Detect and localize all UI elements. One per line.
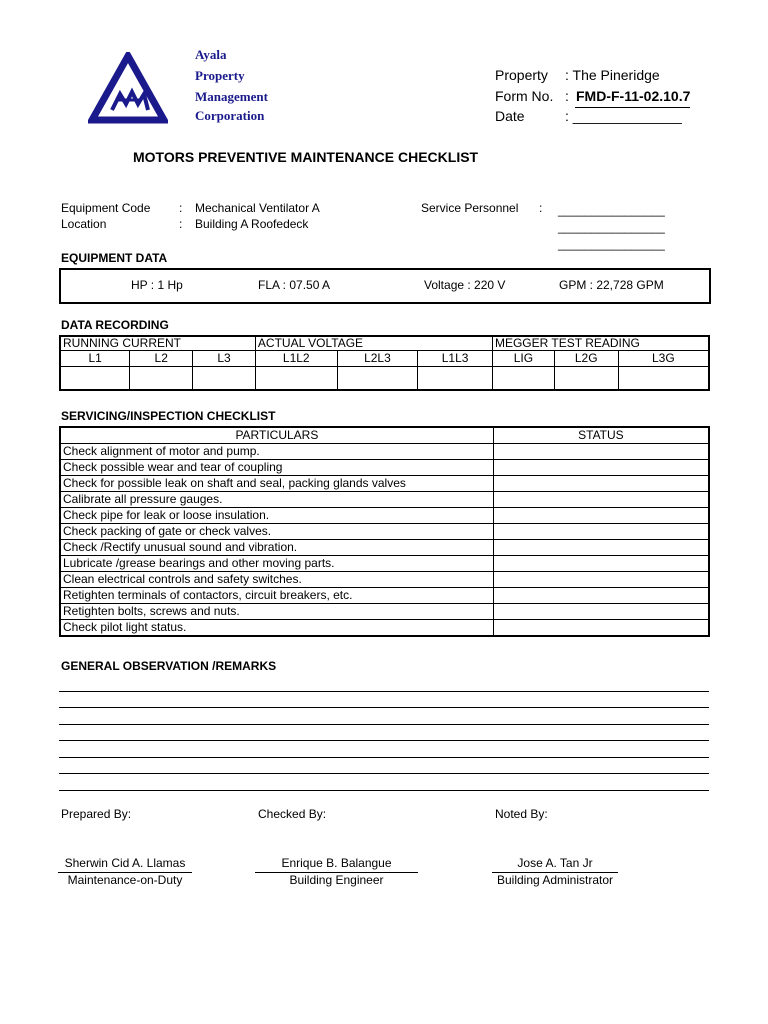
checklist-item: Clean electrical controls and safety switches. [60, 572, 493, 588]
noted-by-label: Noted By: [495, 807, 548, 821]
megger-test-header: MEGGER TEST READING [492, 336, 709, 350]
checklist-item: Lubricate /grease bearings and other moving parts. [60, 556, 493, 572]
form-no-value: FMD-F-11-02.10.7 [576, 88, 691, 104]
reading-cell-l1[interactable] [60, 366, 130, 390]
service-personnel-line: ________________ [558, 203, 665, 217]
checked-by-name: Enrique B. Balangue [281, 856, 392, 870]
reading-cell-l2[interactable] [130, 366, 193, 390]
checklist-item: Check pipe for leak or loose insulation. [60, 508, 493, 524]
status-cell[interactable] [493, 556, 709, 572]
status-cell[interactable] [493, 588, 709, 604]
data-recording-table [59, 335, 710, 391]
property-value: : The Pineridge [565, 67, 660, 83]
running-current-header: RUNNING CURRENT [60, 336, 255, 350]
reading-cell-l1l3[interactable] [418, 366, 493, 390]
company-name-line4: Corporation [195, 108, 265, 123]
reading-cell-l3[interactable] [193, 366, 256, 390]
service-personnel-line: ________________ [558, 237, 665, 251]
form-no-colon: : [565, 88, 569, 104]
checked-by-title: Building Engineer [289, 873, 384, 887]
remarks-heading: GENERAL OBSERVATION /REMARKS [61, 659, 277, 673]
checklist-item: Check /Rectify unusual sound and vibration. [60, 540, 493, 556]
page-title: MOTORS PREVENTIVE MAINTENANCE CHECKLIST [133, 149, 479, 165]
fla-value: FLA : 07.50 A [258, 278, 331, 292]
column-header: L3G [618, 350, 709, 366]
checklist-item: Retighten bolts, screws and nuts. [60, 604, 493, 620]
status-cell[interactable] [493, 492, 709, 508]
prepared-by-label: Prepared By: [61, 807, 132, 821]
company-name-line1: Ayala [195, 47, 227, 62]
equipment-data-heading: EQUIPMENT DATA [61, 251, 168, 265]
column-header: L2 [130, 350, 193, 366]
status-cell[interactable] [493, 620, 709, 637]
location-value: Building A Roofedeck [195, 217, 309, 231]
column-header: LIG [492, 350, 554, 366]
status-cell[interactable] [493, 524, 709, 540]
remarks-line[interactable] [59, 757, 709, 758]
noted-by-title: Building Administrator [496, 873, 614, 887]
form-no-label: Form No. [495, 88, 554, 104]
reading-cell-l3g[interactable] [618, 366, 709, 390]
date-label: Date [495, 108, 525, 124]
checklist-item: Check for possible leak on shaft and seal, packing glands valves [60, 476, 493, 492]
remarks-line[interactable] [59, 691, 709, 692]
service-personnel-colon: : [539, 201, 543, 215]
remarks-line[interactable] [59, 740, 709, 741]
date-value: : ______________ [565, 108, 682, 124]
prepared-by-title: Maintenance-on-Duty [67, 873, 183, 887]
hp-value: HP : 1 Hp [131, 278, 183, 292]
column-header: L1L3 [418, 350, 493, 366]
reading-cell-l2l3[interactable] [337, 366, 418, 390]
equipment-code-value: Mechanical Ventilator A [195, 201, 320, 215]
checklist-table [59, 426, 710, 637]
status-header: STATUS [493, 427, 709, 444]
noted-by-name: Jose A. Tan Jr [517, 856, 593, 870]
checklist-item: Check pilot light status. [60, 620, 493, 637]
checked-by-label: Checked By: [258, 807, 327, 821]
status-cell[interactable] [493, 508, 709, 524]
checklist-item: Retighten terminals of contactors, circuit breakers, etc. [60, 588, 493, 604]
column-header: L2L3 [337, 350, 418, 366]
service-personnel-label: Service Personnel [421, 201, 519, 215]
prepared-by-name: Sherwin Cid A. Llamas [64, 856, 186, 870]
gpm-value: GPM : 22,728 GPM [559, 278, 664, 292]
column-header: L1 [60, 350, 130, 366]
remarks-line[interactable] [59, 707, 709, 708]
reading-cell-l1l2[interactable] [255, 366, 337, 390]
company-name-line2: Property [195, 68, 245, 83]
location-label: Location [61, 217, 107, 231]
remarks-line[interactable] [59, 790, 709, 791]
checklist-heading: SERVICING/INSPECTION CHECKLIST [61, 409, 276, 423]
service-personnel-line: ________________ [558, 220, 665, 234]
reading-cell-l2g[interactable] [554, 366, 618, 390]
status-cell[interactable] [493, 572, 709, 588]
column-header: L3 [193, 350, 256, 366]
data-recording-heading: DATA RECORDING [61, 318, 169, 332]
voltage-value: Voltage : 220 V [424, 278, 506, 292]
checklist-item: Calibrate all pressure gauges. [60, 492, 493, 508]
equipment-code-colon: : [179, 201, 183, 215]
checklist-item: Check alignment of motor and pump. [60, 444, 493, 460]
status-cell[interactable] [493, 444, 709, 460]
company-logo [88, 52, 168, 124]
column-header: L2G [554, 350, 618, 366]
property-label: Property [495, 67, 548, 83]
particulars-header: PARTICULARS [60, 427, 493, 444]
status-cell[interactable] [493, 460, 709, 476]
reading-cell-lig[interactable] [492, 366, 554, 390]
checklist-item: Check possible wear and tear of coupling [60, 460, 493, 476]
status-cell[interactable] [493, 476, 709, 492]
remarks-line[interactable] [59, 773, 709, 774]
actual-voltage-header: ACTUAL VOLTAGE [255, 336, 492, 350]
location-colon: : [179, 217, 183, 231]
remarks-line[interactable] [59, 724, 709, 725]
status-cell[interactable] [493, 540, 709, 556]
company-name-line3: Management [195, 89, 268, 104]
equipment-code-label: Equipment Code [61, 201, 151, 215]
status-cell[interactable] [493, 604, 709, 620]
column-header: L1L2 [255, 350, 337, 366]
checklist-item: Check packing of gate or check valves. [60, 524, 493, 540]
